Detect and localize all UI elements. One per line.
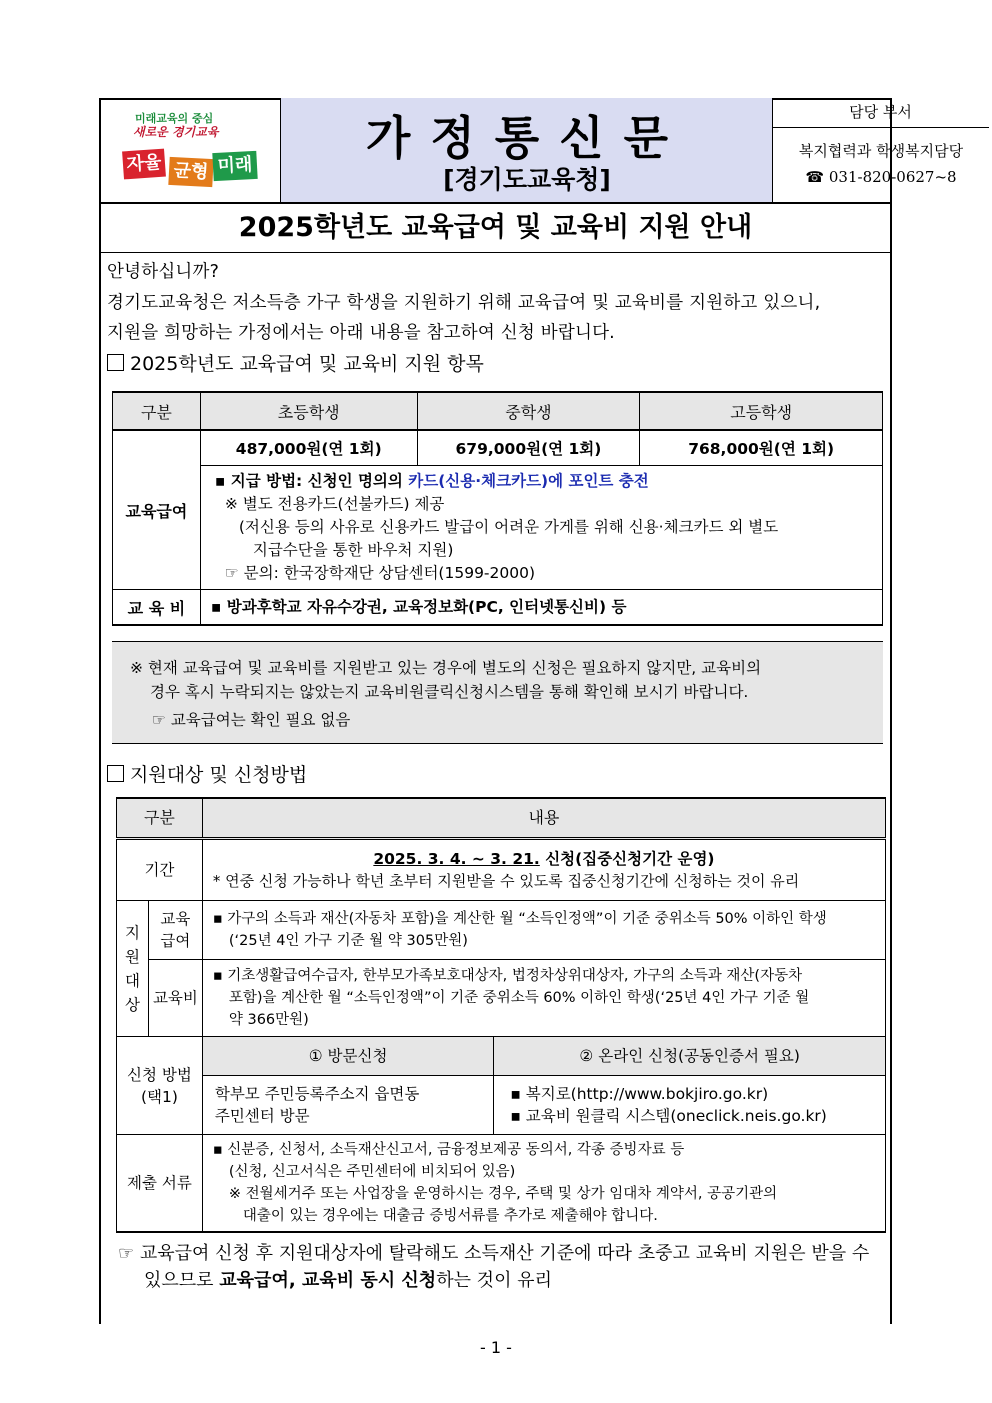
payment-method: ▪ 지급 방법: 신청인 명의의 카드(신용·체크카드)에 포인트 충전 xyxy=(214,472,649,490)
dept-label: 담당 부서 xyxy=(772,98,989,128)
logo-mark xyxy=(123,150,259,186)
doc-subtitle: [경기도교육청] xyxy=(443,165,611,194)
bokjiro-link: ▪ 복지로(http://www.bokjiro.go.kr) xyxy=(510,1085,769,1103)
title-cell xyxy=(281,98,773,202)
method1-title: ① 방문신청 xyxy=(202,1037,493,1076)
benefit-content: ▪ 가구의 소득과 재산(자동차 포함)을 계산한 월 “소득인정액”이 기준 중위소득 50% 이하인 학생 (‘25년 4인 가구 기준 월 약 305만원) xyxy=(202,901,885,960)
table-row xyxy=(113,430,883,466)
amount-middle: 679,000원(연 1회) xyxy=(417,430,640,466)
table-row xyxy=(117,839,886,901)
header-high: 고등학생 xyxy=(640,392,883,430)
table-row xyxy=(117,1037,886,1076)
method-label: 신청 방법 (택1) xyxy=(117,1037,203,1135)
main-title: 2025학년도 교육급여 및 교육비 지원 안내 xyxy=(238,212,753,243)
intro-line-1: 경기도교육청은 저소득층 가구 학생을 지원하기 위해 교육급여 및 교육비를 지원하고 있으니, xyxy=(107,293,821,313)
detail-line: (저신용 등의 사유로 신용카드 발급이 어려운 가게를 위해 신용·체크카드 외 별도 xyxy=(238,518,779,536)
header-elementary: 초등학생 xyxy=(200,392,417,430)
payment-highlight: 카드(신용·체크카드)에 포인트 충전 xyxy=(408,472,649,490)
method2-content xyxy=(494,1076,886,1135)
period-label: 기간 xyxy=(117,839,203,901)
cost-label: 교육비 xyxy=(148,960,202,1037)
amount-elementary: 487,000원(연 1회) xyxy=(200,430,417,466)
amount-high: 768,000원(연 1회) xyxy=(640,430,883,466)
header xyxy=(99,98,964,202)
header-content: 내용 xyxy=(202,798,885,839)
footer-note-line-2: 있으므로 교육급여, 교육비 동시 신청하는 것이 유리 xyxy=(144,1270,552,1291)
notice-line-2: 경우 혹시 누락되지는 않았는지 교육비원클릭신청시스템을 통해 확인해 보시기 바랍니다. xyxy=(150,683,749,701)
divider xyxy=(99,252,892,253)
table-row xyxy=(117,1135,886,1233)
dept-cell xyxy=(773,98,964,202)
checkbox-icon xyxy=(107,765,124,782)
support-items-table xyxy=(112,391,883,626)
table-row xyxy=(113,590,883,626)
eligibility-table xyxy=(116,797,886,1233)
intro-line-2: 지원을 희망하는 가정에서는 아래 내용을 참고하여 신청 바랍니다. xyxy=(107,323,615,343)
period-note: * 연중 신청 가능하나 학년 초부터 지원받을 수 있도록 집중신청기간에 신청하는 것이 유리 xyxy=(212,872,800,890)
period-content xyxy=(202,839,885,901)
edu-cost-label: 교 육 비 xyxy=(113,590,201,626)
intro-greeting: 안녕하십니까? xyxy=(107,262,220,282)
edu-benefit-label: 교육급여 xyxy=(113,430,201,590)
doc-title: 가정통신문 xyxy=(365,111,689,165)
header-category: 구분 xyxy=(113,392,201,430)
table-header-row xyxy=(117,798,886,839)
dept-name: 복지협력과 학생복지담당 xyxy=(798,142,964,160)
period-dates: 2025. 3. 4. ~ 3. 21. 신청(집중신청기간 운영) xyxy=(373,850,715,868)
logo-slogan-2: 새로운 경기교육 xyxy=(133,125,219,139)
inquiry-line: ☞ 문의: 한국장학재단 상담센터(1599-2000) xyxy=(224,564,536,582)
table-row xyxy=(117,1076,886,1135)
edu-cost-text: ▪ 방과후학교 자유수강권, 교육정보화(PC, 인터넷통신비) 등 xyxy=(200,590,882,626)
logo-chip-autonomy: 자율 xyxy=(122,149,166,180)
section1-title: 2025학년도 교육급여 및 교육비 지원 항목 xyxy=(107,349,484,376)
payment-details xyxy=(200,466,882,590)
page-number: - 1 - xyxy=(480,1338,512,1357)
section2-title: 지원대상 및 신청방법 xyxy=(107,760,307,787)
dept-phone: ☎ 031-820-0627~8 xyxy=(805,168,957,186)
docs-content: ▪ 신분증, 신청서, 소득재산신고서, 금융정보제공 동의서, 각종 증빙자료 등 (신청, 신고서식은 주민센터에 비치되어 있음) ※ 전월세거주 또는 사업장을 운영하시는 경우, 주택 및 상가 임대차 계약서, 공공기관의 대출이 있는 경우에는 대출금 증빙서류를 추가로 제출해야 합니다. xyxy=(202,1135,885,1233)
checkbox-icon xyxy=(107,354,124,371)
detail-line: 지급수단을 통한 바우처 지원) xyxy=(252,541,454,559)
notice-line-3: ☞ 교육급여는 확인 필요 없음 xyxy=(152,711,351,729)
logo-cell xyxy=(99,98,281,202)
table-row xyxy=(117,960,886,1037)
logo-chip-balance: 균형 xyxy=(168,157,213,187)
logo-chip-future: 미래 xyxy=(212,151,257,181)
detail-line: ※ 별도 전용카드(선불카드) 제공 xyxy=(224,495,445,513)
logo-slogan-1: 미래교육의 중심 xyxy=(135,112,214,125)
header-category: 구분 xyxy=(117,798,203,839)
target-label: 지 원 대 상 xyxy=(117,901,149,1037)
table-header-row xyxy=(113,392,883,430)
table-row xyxy=(117,901,886,960)
benefit-label: 교육 급여 xyxy=(148,901,202,960)
header-middle: 중학생 xyxy=(417,392,640,430)
notice-line-1: ※ 현재 교육급여 및 교육비를 지원받고 있는 경우에 별도의 신청은 필요하지 않지만, 교육비의 xyxy=(130,659,762,677)
method2-title: ② 온라인 신청(공동인증서 필요) xyxy=(494,1037,886,1076)
notice-box xyxy=(112,641,883,744)
method1-content: 학부모 주민등록주소지 읍면동 주민센터 방문 xyxy=(202,1076,493,1135)
docs-label: 제출 서류 xyxy=(117,1135,203,1233)
footer-note-line-1: ☞ 교육급여 신청 후 지원대상자에 탈락해도 소득재산 기준에 따라 초중고 교육비 지원은 받을 수 xyxy=(118,1243,870,1264)
oneclick-link: ▪ 교육비 원클릭 시스템(oneclick.neis.go.kr) xyxy=(510,1107,827,1125)
table-row xyxy=(113,466,883,590)
cost-content: ▪ 기초생활급여수급자, 한부모가족보호대상자, 법정차상위대상자, 가구의 소득과 재산(자동차 포함)을 계산한 월 “소득인정액”이 기준 중위소득 60% 이하인 학생(‘25년 4인 가구 기준 월 약 366만원) xyxy=(202,960,885,1037)
